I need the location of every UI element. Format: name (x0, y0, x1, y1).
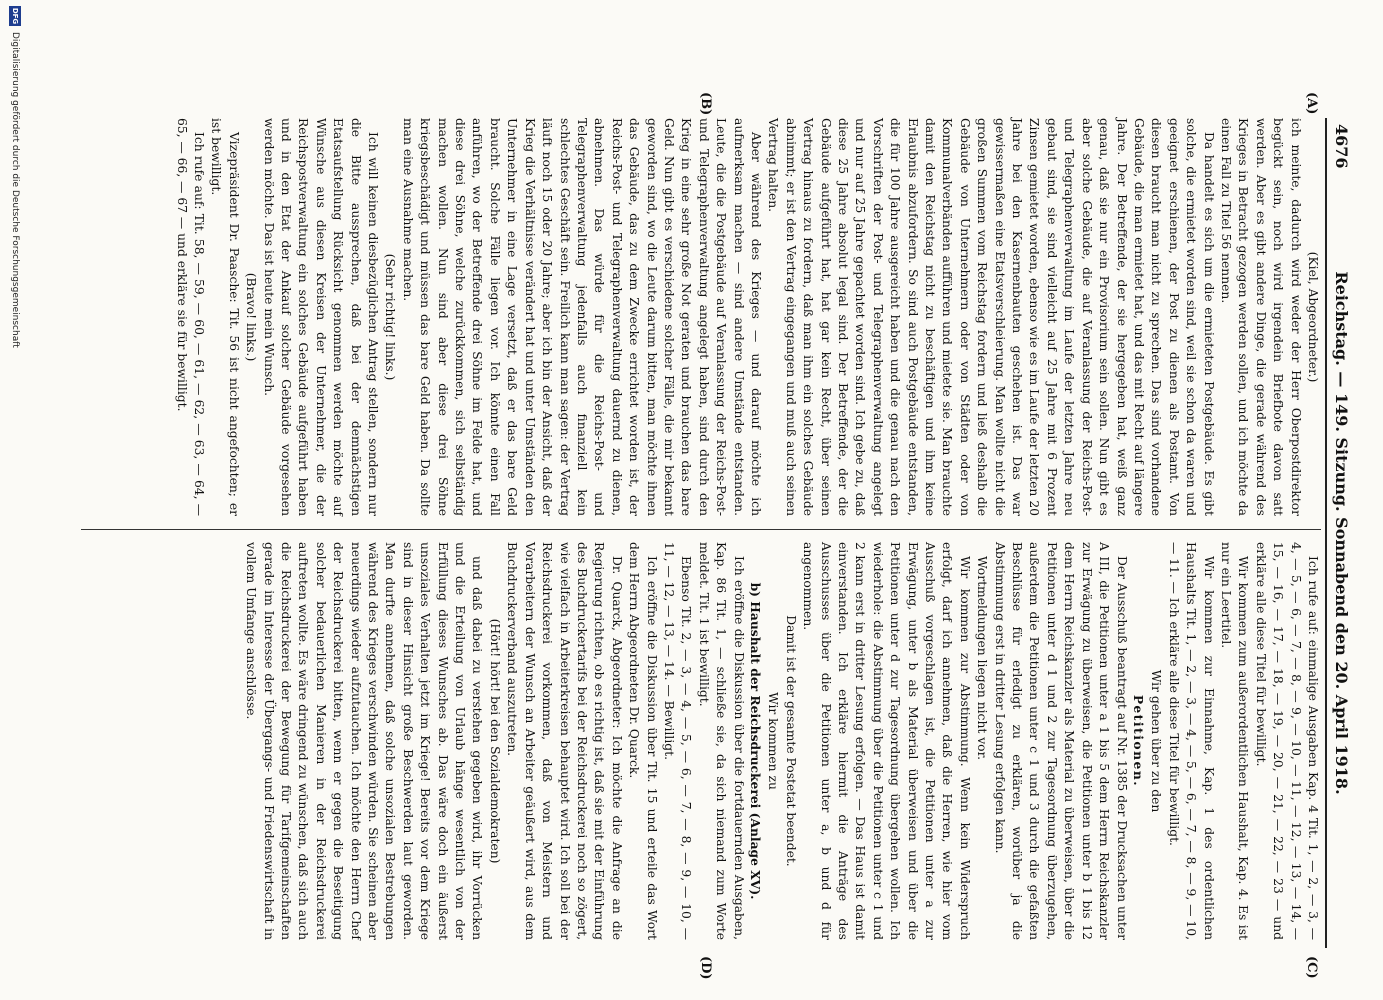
page-title: Reichstag. — 149. Sitzung. Sonnabend den 20. April 1918. (1332, 271, 1351, 795)
paragraph: und daß dabei zu verstehen gegeben wird, ihr Vorrücken und die Erteilung von Urlaub hänge wesentlich von der Erfüllung dieses Wunsches ab. Das wäre doch ein äußerst unsoziales Verhalten jetzt im Kriege! Bereits vor dem Kriege sind in dieser Hinsicht große Beschwerden laut geworden. Man durfte annehmen, daß solche unsozialen Bestrebungen während des Krieges verschwinden würden. Sie scheinen aber neuerdings wieder aufzutauchen. Ich möchte den Herrn Chef der Reichsdruckerei bitten, wenn er gegen die Beseitigung solcher bedauerlichen Manieren in der Reichsdruckerei auftreten wollte. Es wäre dringend zu wünschen, daß sich auch die Reichsdruckerei der Bewegung für Tarifgemeinschaften gerade im Interesse der Übergangs- und Friedenswirtschaft in vollem Umfange anschlösse. (244, 542, 485, 940)
paragraph: Ebenso Tit. 2, — 3, — 4, — 5, — 6, — 7, — 8, — 9, — 10, — 11, — 12, — 13, — 14. — Bewilligt. (661, 542, 694, 940)
text-column-right (73, 542, 1321, 940)
document-page (63, 92, 1353, 980)
paragraph: Ich rufe auf: Tit. 58, — 59, — 60, — 61, — 62, — 63, — 64, — 65, — 66, — 67 — und erkläre sie für bewilligt. (174, 118, 206, 516)
paragraph: Wir gehen über zu den (1149, 669, 1164, 813)
margin-mark-d: (D) (698, 956, 713, 980)
margin-mark-c: (C) (1304, 956, 1319, 979)
column-divider (81, 529, 1321, 530)
paragraph: (Sehr richtig! links.) (383, 253, 398, 381)
paragraph: Wortmeldungen liegen nicht vor. (975, 556, 990, 761)
margin-mark-b: (B) (698, 92, 713, 116)
paragraph: Ich eröffne die Diskussion über die fortdauernden Ausgaben, Kap. 86 Tit. 1, — schließe sie, da sich niemand zum Worte meldet. Tit. 1 ist bewilligt. (696, 542, 746, 940)
paragraph: ich meinte, dadurch wird weder der Herr Oberpostdirektor begückt sein, noch wird irgendein Briefbote davon satt werden. Aber es gibt andere Dinge, die gerade während des Krieges in Betracht gezogen werden sollen, und ich möchte da einen Fall zu Titel 56 nennen. (1218, 118, 1303, 516)
paragraph: b) Haushalt der Reichsdruckerei (Anlage XV). (748, 582, 763, 900)
paragraph: Wir kommen zur Abstimmung. Wenn kein Widerspruch erfolgt, darf ich annehmen, daß die Herren, wie hier vom Ausschuß vorgeschlagen ist, die Petitionen unter a zur Erwägung, unter b als Material überweisen und über die Petitionen unter d zur Tagesordnung übergehen wollen. Ich wiederhole: die Abstimmung über die Petitionen unter c 1 und 2 kann erst in dritter Lesung erfolgen. — Das Haus ist damit einverstanden. Ich erkläre hiermit die Anträge des Ausschusses über die Petitionen unter a, b und d für angenommen. (801, 542, 972, 940)
paragraph: Aber während des Krieges — und darauf möchte ich aufmerksam machen — sind andere Umstände entstanden. Leute, die die Postgebäude auf Veranlassung der Reichs-Post- und Telegraphenverwaltung angelegt haben, sind durch den Krieg in eine sehr große Not geraten und brauchen das bare Geld. Nun gibt es verschiedene solcher Fälle, die mir bekannt geworden sind, wo die Leute darum bitten, man möchte ihnen das Gebäude, das zu dem Zwecke errichtet worden ist, der Reichs-Post- und Telegraphenverwaltung dauernd zu dienen, abnehmen. Das würde für die Reichs-Post- und Telegraphenverwaltung jedenfalls auch finanziell kein schlechtes Geschäft sein. Freilich kann man sagen: der Vertrag läuft noch 15 oder 20 Jahre; aber ich bin der Ansicht, daß der Krieg die Verhältnisse verändert hat und unter Umständen den Unternehmer in eine Lage versetzt, daß er das bare Geld braucht. Solche Fälle liegen vor. Ich könnte einen Fall anführen, wo der Betreffende drei Söhne im Felde hat, und diese drei Söhne, welche zurückkommen, sich selbständig machen wollen. Nun sind aber diese drei Söhne kriegsbeschädigt und müssen das bare Geld haben. Da sollte man eine Ausnahme machen. (400, 118, 763, 516)
margin-mark-a: (A) (1304, 92, 1319, 115)
paragraph: Damit ist der gesamte Postetat beendet. (783, 615, 798, 867)
page-number: 4676 (1332, 124, 1351, 169)
paragraph: (Hört! hört! bei den Sozialdemokraten) (487, 618, 502, 864)
paragraph: Da handelt es sich um die ermieteten Postgebäude. Es gibt solche, die ermietet worden sind, weil sie schon da waren und geeignet erschienen, der Post zu dienen als Postamt. Von diesen braucht man nicht zu sprechen. Das sind vorhandene Gebäude, die man ermietet hat, und das mit Recht auf längere Jahre. Der Betreffende, der sie hergegeben hat, weiß ganz genau, daß sie nur ein Provisorium sein sollen. Nun gibt es aber solche Gebäude, die auf Veranlassung der Reichs-Post- und Telegraphenverwaltung im Laufe der letzten Jahre neu gebaut sind, sie sind vielleicht auf 25 Jahre mit 6 Prozent Zinsen gemietet worden, ebenso wie es im Laufe der letzten 20 Jahre bei den Kasernenbauten geschehen ist. Das war gewissermaßen eine Etatsverschleierung. Man wollte nicht die großen Summen vom Reichstag fordern und ließ deshalb die Gebäude von Unternehmern oder von Städten oder von Kommunalverbänden aufführen und mietete sie. Man brauchte damit den Reichstag nicht zu beschäftigen und ihm keine Erlaubnis abzufordern. So sind auch Postgebäude entstanden, die für 100 Jahre ausgereicht haben und die genau nach den Vorschriften der Post- und Telegraphenverwaltung angelegt und nur auf 25 Jahre gepachtet worden sind. Ich gebe zu, daß diese 25 Jahre absolut legal sind. Der Betreffende, der die Gebäude aufgeführt hat, hat gar kein Recht, über seinen Vertrag hinaus zu fordern, daß man ihm ein solches Gebäude abnimmt; er ist den Vertrag eingegangen und muß auch seinen Vertrag halten. (766, 118, 1216, 516)
page-header (1325, 118, 1353, 948)
dfg-logo: DFG (11, 7, 19, 25)
digitization-footer (5, 0, 23, 1000)
paragraph: Wir kommen zur Einnahme, Kap. 1 des ordentlichen Haushalts Tit. 1, — 2, — 3, — 4, — 5, — 6, — 7, — 8, — 9, — 10, — 11. — Ich erkläre alle diese Titel für bewilligt. (1166, 542, 1216, 940)
footer-credit: Digitalisierung gefördert durch die Deutsche Forschungsgemeinschaft (10, 32, 20, 348)
text-column-left (73, 118, 1321, 516)
paragraph: Wir kommen zum außerordentlichen Haushalt, Kap. 4. Es ist nur ein Leertitel. (1218, 542, 1251, 940)
paragraph: Ich will keinen diesbezüglichen Antrag stellen, sondern nur die Bitte aussprechen, daß bei der demnächstigen Etatsaufstellung Rücksicht genommen werden möchte auf Wünsche aus diesen Kreisen der Unternehmer, die der Reichspostverwaltung ein solches Gebäude aufgeführt haben und in den Etat der Ankauf solcher Gebäude vorgesehen werden möchte. Das ist heute mein Wunsch. (261, 118, 381, 516)
paragraph: (Kiel, Abgeordneter.) (1306, 251, 1320, 383)
paragraph: Der Ausschuß beantragt auf Nr. 1385 der Drucksachen unter A III, die Petitionen unter a 1 bis 5 dem Herrn Reichskanzler zur Erwägung zu überweisen, die Petitionen unter b 1 bis 12 dem Herrn Reichskanzler als Material zu überweisen, über die Petitionen unter d 1 und 2 zur Tagesordnung überzugehen, außerdem die Petitionen unter c 1 und 3 durch die gefaßten Beschlüsse für erledigt zu erklären, worüber ja die Abstimmung erst in dritter Lesung erfolgen kann. (992, 542, 1129, 940)
paragraph: Dr. Quarck, Abgeordneter: Ich möchte die Anfrage an die Regierung richten, ob es richtig ist, daß sie mit der Einführung des Buchdruckertarifs bei der Reichsdruckerei noch so zögert, wie vielfach in Arbeiterkreisen behauptet wird. Ich soll bei der Reichsdruckerei vorkommen, daß von Meistern und Vorarbeitern der Wunsch an Arbeiter geäußert wird, aus dem Buchdruckerverband auszutreten. (505, 542, 624, 940)
paragraph: Petitionen. (1130, 694, 1146, 788)
paragraph: Wir kommen zu (766, 692, 781, 790)
paragraph: Vizepräsident Dr. Paasche: Tit. 56 ist nicht angefochten; er ist bewilligt. (209, 118, 241, 516)
paragraph: Ich rufe auf: einmalige Ausgaben Kap. 4 Tit. 1, — 2, — 3, — 4, — 5, — 6, — 7, — 8, — 9, — 10, — 11, — 12, — 13, — 14, — 15, — 16, — 17, — 18, — 19, — 20, — 21, — 22, — 23 — und erkläre alle diese Titel für bewilligt. (1253, 542, 1320, 940)
paragraph: Ich eröffne die Diskussion über Tit. 15 und erteile das Wort dem Herrn Abgeordneten Dr. Quarck. (627, 542, 659, 940)
paragraph: (Bravo! links.) (244, 272, 259, 362)
